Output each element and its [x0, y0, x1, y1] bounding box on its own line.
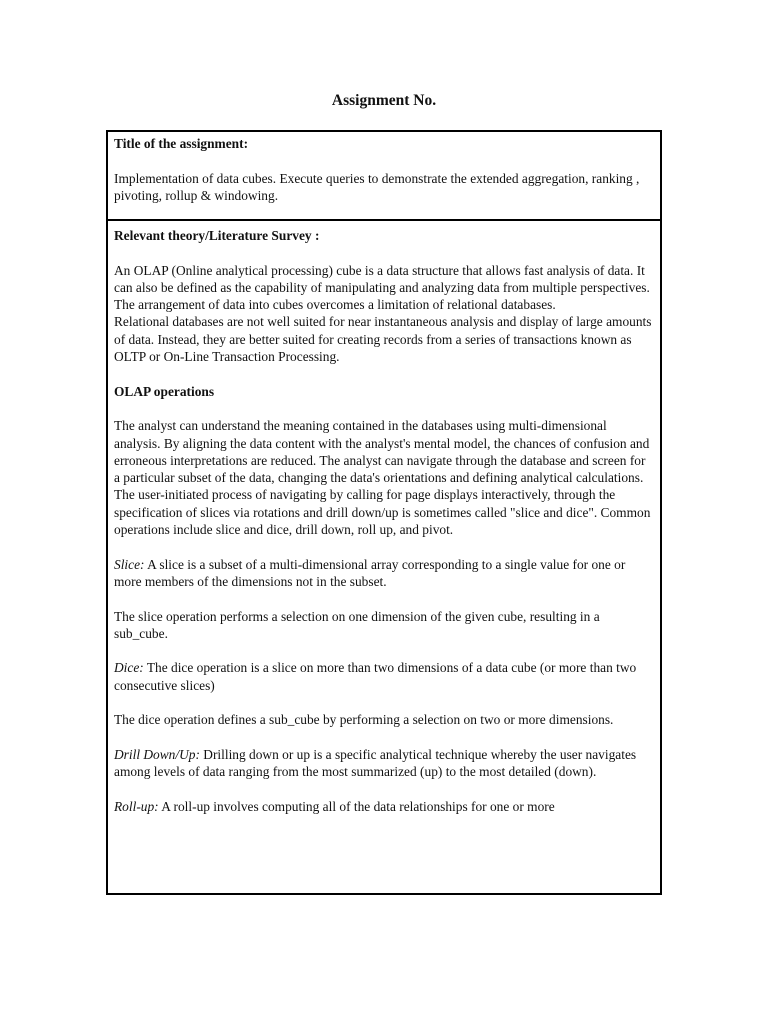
dice-operation-paragraph: The dice operation defines a sub_cube by performing a selection on two or more dimensions. [114, 712, 614, 728]
drill-term: Drill Down/Up: [114, 746, 200, 762]
drill-text: Drilling down or up is a specific analytical technique whereby the user navigates among levels of data ranging from the most summarized (up) to the most detailed (down). [114, 746, 637, 780]
rollup-paragraph [114, 798, 654, 815]
theory-heading: Relevant theory/Literature Survey : [114, 228, 320, 243]
olap-heading: OLAP operations [114, 383, 215, 399]
dice-term: Dice: [114, 660, 144, 676]
drill-paragraph [114, 746, 654, 781]
title-text: Implementation of data cubes. Execute queries to demonstrate the extended aggregation, ranking , pivoting, rollup & windowing. [114, 170, 640, 203]
rollup-term: Roll-up: [114, 798, 159, 814]
theory-section [108, 221, 660, 815]
theory-paragraph-2: Relational databases are not well suited for near instantaneous analysis and display of large amounts of data. Instead, they are better suited for creating records from a series of transactions known as OLTP or On-Line Transaction Processing. [114, 314, 652, 365]
page-title: Assignment No. [331, 92, 437, 109]
rollup-text: A roll-up involves computing all of the data relationships for one or more [158, 798, 555, 814]
slice-term: Slice: [114, 556, 145, 572]
slice-paragraph [114, 556, 654, 591]
assignment-table [106, 130, 662, 895]
slice-operation-paragraph: The slice operation performs a selection on one dimension of the given cube, resulting in a sub_cube. [114, 608, 600, 641]
title-label: Title of the assignment: [114, 136, 249, 151]
slice-text: A slice is a subset of a multi-dimensional array corresponding to a single value for one or more members of the dimensions not in the subset. [114, 556, 626, 589]
dice-text: The dice operation is a slice on more than two dimensions of a data cube (or more than two consecutive slices) [114, 660, 637, 693]
theory-paragraph-1: An OLAP (Online analytical processing) cube is a data structure that allows fast analysis of data. It can also be defined as the capability of manipulating and analyzing data from multiple perspectives. The arrangement of data into cubes overcomes a limitation of relational databases. [114, 262, 650, 313]
dice-paragraph [114, 659, 654, 694]
title-section [108, 132, 660, 221]
olap-paragraph: The analyst can understand the meaning contained in the databases using multi-dimensional analysis. By aligning the data content with the analyst's mental model, the chances of confusion and erroneous interpretations are reduced. The analyst can navigate through the database and screen for a particular subset of the data, changing the data's orientations and defining analytical calculations. The user-initiated process of navigating by calling for page displays interactively, through the specification of slices via rotations and drill down/up is sometimes called "slice and dice". Common operations include slice and dice, drill down, roll up, and pivot. [114, 418, 651, 538]
